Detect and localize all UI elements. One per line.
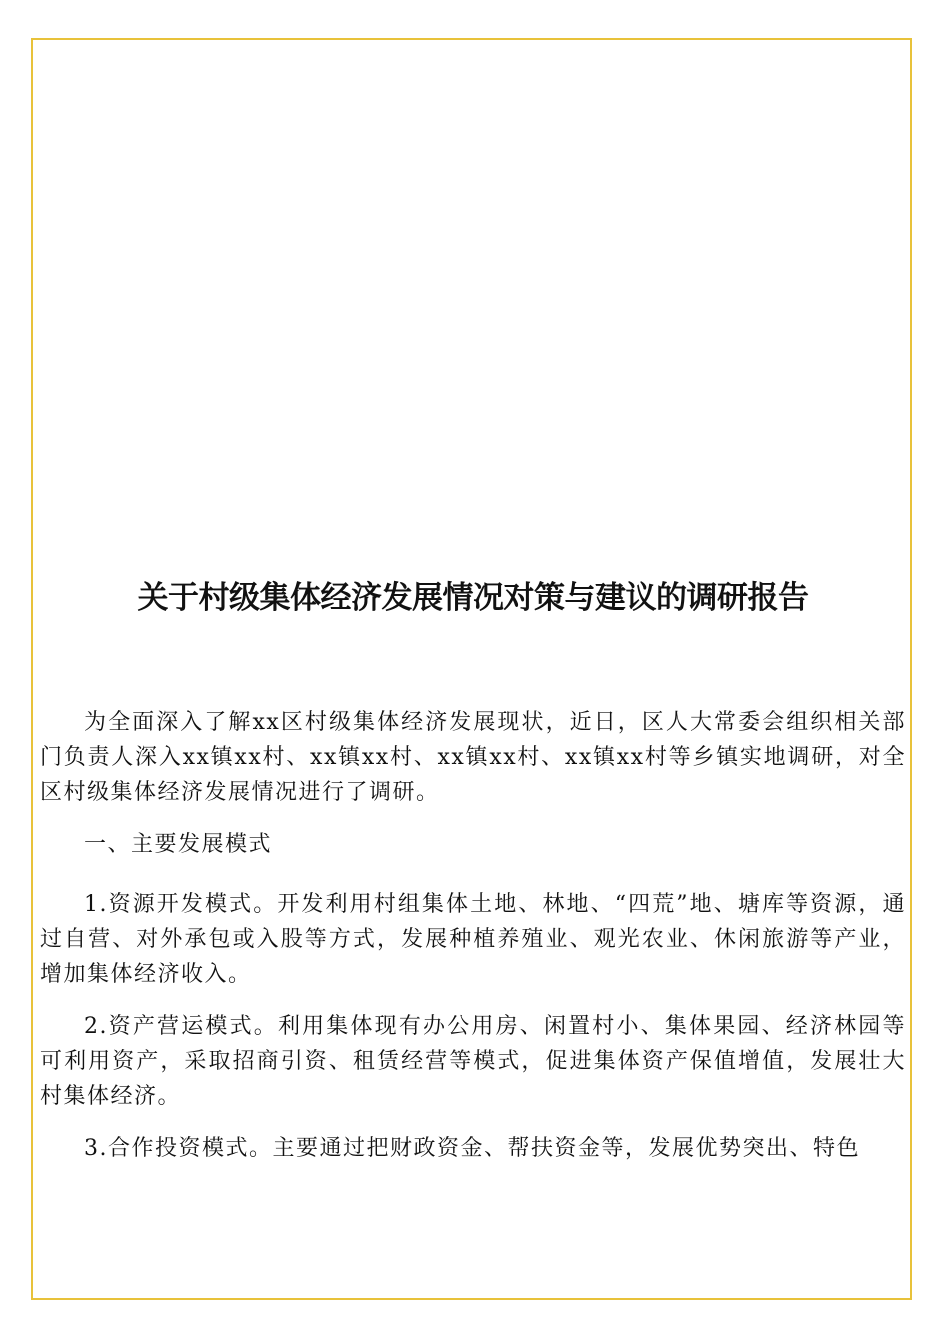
paragraph-item-3: 3.合作投资模式。主要通过把财政资金、帮扶资金等，发展优势突出、特色: [84, 1136, 860, 1161]
document-title: 关于村级集体经济发展情况对策与建议的调研报告: [137, 580, 809, 616]
paragraph-item-2: 2.资产营运模式。利用集体现有办公用房、闲置村小、集体果园、经济林园等可利用资产，采取招商引资、租赁经营等模式，促进集体资产保值增值，发展壮大村集体经济。: [40, 1014, 906, 1109]
paragraph-item-1: 1.资源开发模式。开发利用村组集体土地、林地、“四荒”地、塘库等资源，通过自营、对外承包或入股等方式，发展种植养殖业、观光农业、休闲旅游等产业，增加集体经济收入。: [40, 892, 906, 987]
section-heading: 一、主要发展模式: [84, 832, 273, 857]
document-body: [40, 705, 906, 1183]
paragraph-intro: 为全面深入了解xx区村级集体经济发展现状，近日，区人大常委会组织相关部门负责人深入xx镇xx村、xx镇xx村、xx镇xx村、xx镇xx村等乡镇实地调研，对全区村级集体经济发展情况进行了调研。: [40, 710, 906, 805]
